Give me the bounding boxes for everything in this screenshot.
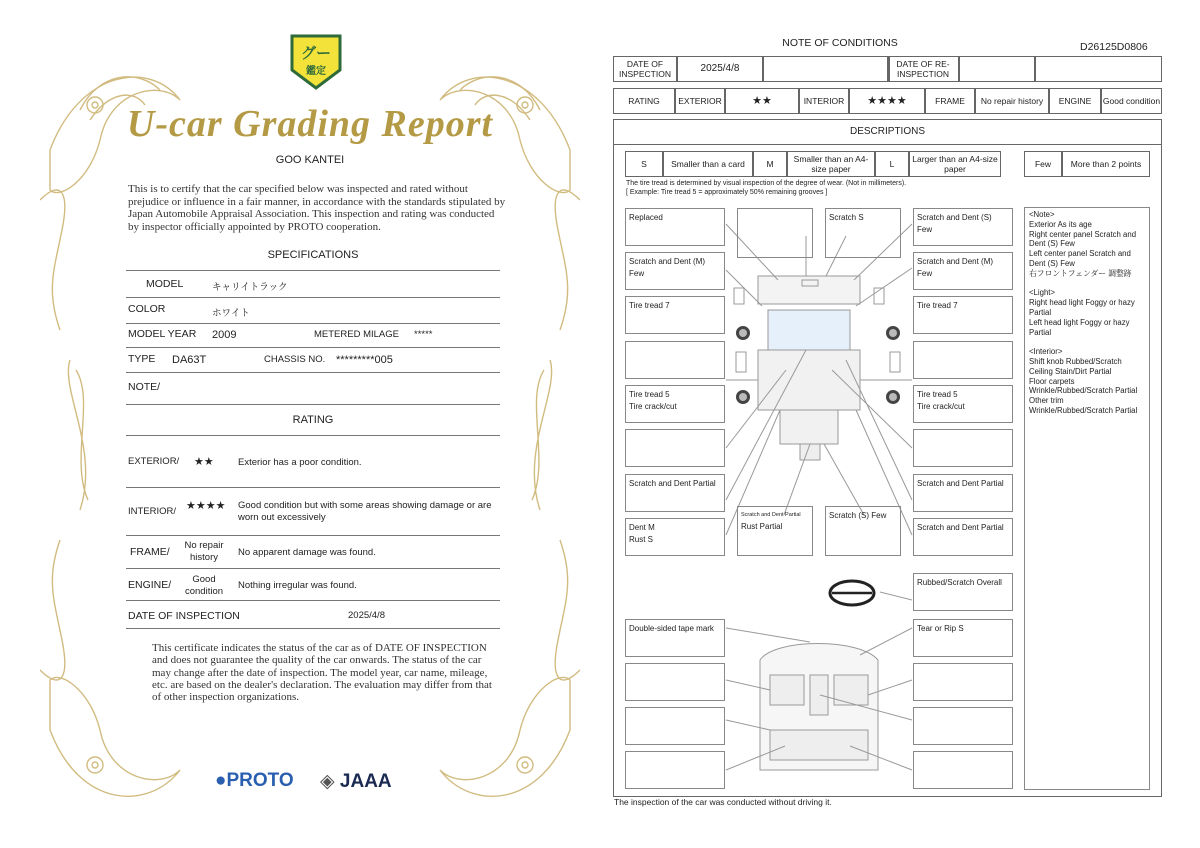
date-value: 2025/4/8	[348, 610, 385, 621]
proto-logo: ●PROTO	[215, 770, 294, 791]
divider	[126, 568, 500, 569]
tire-front-left-icon	[736, 326, 750, 340]
damage-box-right-door	[913, 341, 1013, 379]
exterior-label: EXTERIOR	[675, 88, 725, 114]
engine-label: ENGINE	[1049, 88, 1101, 114]
engine-desc: Nothing irregular was found.	[238, 580, 357, 591]
interior-value: ★★★★	[849, 88, 925, 114]
jaaa-logo: ◈ JAAA	[320, 771, 392, 792]
color-value: ホワイト	[212, 308, 250, 319]
chassis-value: *********005	[336, 354, 393, 366]
divider	[126, 347, 500, 348]
interior-box	[625, 663, 725, 701]
certify-text: This is to certify that the car specified below was inspected and rated without prejudice or influence in a fair manner, in accordance with the standards stipulated by Japan Automobile Appraisal Association. This inspection and rating was conducted by inspector officially appointed by PROTO cooperation.	[128, 183, 506, 233]
footer-note: The inspection of the car was conducted without driving it.	[614, 797, 832, 807]
engine-label: ENGINE/	[128, 579, 172, 591]
note-line	[1029, 279, 1145, 289]
note-line: Shift knob Rubbed/Scratch	[1029, 356, 1122, 366]
damage-box-left-rear-tire: Tire tread 5 Tire crack/cut	[625, 385, 725, 423]
legend-m-desc: Smaller than an A4-size paper	[787, 151, 875, 177]
damage-box-roof-left	[737, 208, 813, 258]
divider	[126, 372, 500, 373]
steering-condition-box: Rubbed/Scratch Overall	[913, 573, 1013, 611]
tire-rear-left-icon	[736, 390, 750, 404]
note-line: Ceiling Stain/Dirt Partial	[1029, 366, 1112, 376]
note-line: Left head light Foggy or hazy Partial	[1029, 317, 1130, 337]
goo-kantei-logo	[288, 32, 344, 90]
type-value: DA63T	[172, 354, 207, 366]
interior-stars: ★★★★	[186, 500, 226, 512]
chassis-label: CHASSIS NO.	[264, 354, 326, 365]
tire-rear-right-icon	[886, 390, 900, 404]
divider	[126, 628, 500, 629]
damage-box-right-bed	[913, 429, 1013, 467]
model-label: MODEL	[146, 278, 184, 290]
model-year-value: 2009	[212, 329, 237, 341]
interior-box	[625, 751, 725, 789]
interior-label: INTERIOR	[799, 88, 849, 114]
color-label: COLOR	[128, 303, 166, 315]
exterior-desc: Exterior has a poor condition.	[238, 457, 362, 468]
descriptions-heading: DESCRIPTIONS	[613, 119, 1162, 145]
damage-box-right-rear: Scratch and Dent Partial	[913, 474, 1013, 512]
type-label: TYPE	[128, 353, 156, 365]
date-label: DATE OF INSPECTION	[128, 610, 240, 622]
frame-label: FRAME/	[130, 546, 170, 558]
note-line: 右フロントフェンダー 調整跡	[1029, 268, 1132, 278]
damage-box-front-right: Scratch and Dent (S) Few	[913, 208, 1013, 246]
note-label: NOTE/	[128, 381, 161, 393]
damage-box-rear-left: Dent M Rust S	[625, 518, 725, 556]
note-of-conditions-sheet	[610, 30, 1166, 820]
sheet-title: NOTE OF CONDITIONS	[782, 37, 898, 49]
note-line: Exterior As its age	[1029, 219, 1092, 229]
damage-box-left-bed	[625, 429, 725, 467]
divider	[126, 487, 500, 488]
divider	[126, 535, 500, 536]
damage-box-front-left: Replaced	[625, 208, 725, 246]
tire-note-1: The tire tread is determined by visual inspection of the degree of wear. (Not in millimeters).	[626, 180, 907, 187]
interior-desc: Good condition but with some areas showing damage or are worn out excessively	[238, 500, 492, 523]
mileage-value: *****	[414, 329, 433, 340]
note-line: <Interior>	[1029, 347, 1063, 357]
frame-label: FRAME	[925, 88, 975, 114]
note-line: Left center panel Scratch and Dent (S) Few	[1029, 249, 1131, 268]
exterior-value: ★★	[725, 88, 799, 114]
interior-box-dash-left: Double-sided tape mark	[625, 619, 725, 657]
note-line: Floor carpets Wrinkle/Rubbed/Scratch Partial	[1029, 376, 1138, 396]
tire-front-right-icon	[886, 326, 900, 340]
divider	[126, 270, 500, 271]
damage-box-right-fender: Scratch and Dent (M) Few	[913, 252, 1013, 290]
legend-s-desc: Smaller than a card	[663, 151, 753, 177]
legend-few-desc: More than 2 points	[1062, 151, 1150, 177]
damage-box-right-front-tire: Tire tread 7	[913, 296, 1013, 334]
damage-box-left-rear: Scratch and Dent Partial	[625, 474, 725, 512]
rating-heading: RATING	[292, 414, 334, 426]
damage-box-left-front-tire: Tire tread 7	[625, 296, 725, 334]
engine-value: Good condition	[1101, 88, 1162, 114]
damage-box-rear-center: Scratch and Dent Partial Rust Partial	[737, 506, 813, 556]
frame-value: No repair history	[184, 540, 224, 563]
interior-box	[625, 707, 725, 745]
disclaimer-text: This certificate indicates the status of the car as of DATE OF INSPECTION and does not guarantee the quality of the car onwards. The status of the car may change after the date of inspection. The model year, car name, mileage, etc. are based on the dealer's declaration. The evaluation may differ from that of other inspection organizations.	[152, 642, 492, 704]
notes-panel	[1024, 207, 1150, 790]
note-line	[1029, 337, 1145, 347]
interior-box-dash-right: Tear or Rip S	[913, 619, 1013, 657]
date-inspection-value: 2025/4/8	[677, 56, 763, 82]
date-inspection-label: DATE OF INSPECTION	[613, 56, 677, 82]
damage-box-roof-right: Scratch S	[825, 208, 901, 258]
engine-value: Good condition	[184, 574, 224, 597]
damage-box-rear-right: Scratch and Dent Partial	[913, 518, 1013, 556]
note-line: Other trim Wrinkle/Rubbed/Scratch Partial	[1029, 396, 1138, 415]
report-title: U-car Grading Report	[126, 103, 494, 145]
reinspection-label: DATE OF RE-INSPECTION	[887, 56, 959, 82]
tire-note-2: [ Example: Tire tread 5 = approximately 50% remaining grooves ]	[626, 189, 828, 196]
specifications-heading: SPECIFICATIONS	[267, 249, 359, 261]
note-line: <Note>	[1029, 210, 1055, 219]
frame-desc: No apparent damage was found.	[238, 547, 376, 558]
model-value: キャリイトラック	[212, 282, 288, 293]
interior-box	[913, 707, 1013, 745]
divider	[126, 297, 500, 298]
interior-box	[913, 751, 1013, 789]
exterior-label: EXTERIOR/	[128, 456, 180, 467]
note-line: Right center panel Scratch and Dent (S) Few	[1029, 229, 1137, 249]
grading-certificate	[40, 30, 580, 820]
mileage-label: METERED MILAGE	[314, 329, 399, 340]
legend-m: M	[753, 151, 787, 177]
damage-box-right-rear-tire: Tire tread 5 Tire crack/cut	[913, 385, 1013, 423]
frame-value: No repair history	[975, 88, 1049, 114]
model-year-label: MODEL YEAR	[128, 328, 197, 340]
legend-few: Few	[1024, 151, 1062, 177]
legend-l-desc: Larger than an A4-size paper	[909, 151, 1001, 177]
damage-box-left-door	[625, 341, 725, 379]
legend-l: L	[875, 151, 909, 177]
svg-text:グー: グー	[300, 44, 332, 62]
divider	[126, 323, 500, 324]
divider	[126, 600, 500, 601]
interior-label: INTERIOR/	[128, 506, 177, 517]
exterior-stars: ★★	[194, 456, 214, 468]
svg-text:鑑定: 鑑定	[306, 66, 326, 77]
legend-s: S	[625, 151, 663, 177]
divider	[126, 404, 500, 405]
divider	[126, 435, 500, 436]
rating-label: RATING	[613, 88, 675, 114]
interior-box	[913, 663, 1013, 701]
damage-box-left-fender: Scratch and Dent (M) Few	[625, 252, 725, 290]
note-line: <Light>	[1029, 288, 1056, 298]
report-subtitle: GOO KANTEI	[275, 154, 345, 166]
steering-wheel-icon	[830, 581, 874, 605]
damage-box-tailgate: Scratch (S) Few	[825, 506, 901, 556]
note-line: Right head light Foggy or hazy Partial	[1029, 298, 1135, 317]
doc-id: D26125D0806	[1080, 41, 1148, 53]
